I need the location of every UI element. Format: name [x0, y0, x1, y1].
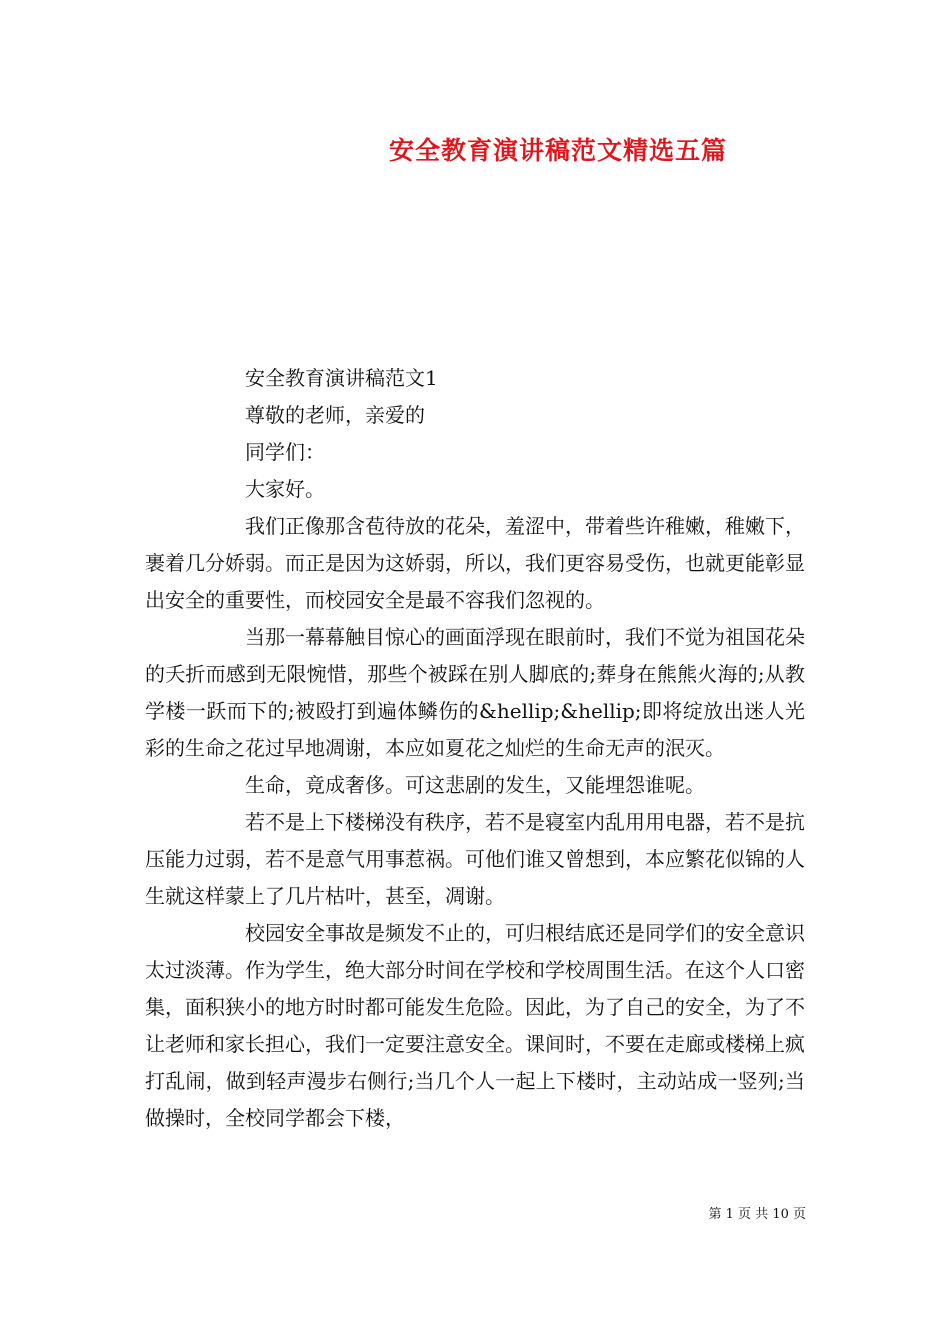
- body-paragraph: 若不是上下楼梯没有秩序，若不是寝室内乱用用电器，若不是抗压能力过弱，若不是意气用事惹祸。可他们谁又曾想到，本应繁花似锦的人生就这样蒙上了几片枯叶，甚至，凋谢。: [145, 810, 805, 908]
- page-title: 安全教育演讲稿范文精选五篇: [388, 136, 727, 165]
- greeting-line: 大家好。: [245, 477, 325, 501]
- body-paragraph: 我们正像那含苞待放的花朵，羞涩中，带着些许稚嫩，稚嫩下，裹着几分娇弱。而正是因为这娇弱，所以，我们更容易受伤，也就更能彰显出安全的重要性，而校园安全是最不容我们忽视的。: [145, 514, 805, 612]
- body-paragraph: 校园安全事故是频发不止的，可归根结底还是同学们的安全意识太过淡薄。作为学生，绝大部分时间在学校和学校周围生活。在这个人口密集，面积狭小的地方时时都可能发生危险。因此，为了自己的安全，为了不让老师和家长担心，我们一定要注意安全。课间时，不要在走廊或楼梯上疯打乱闹，做到轻声漫步右侧行;当几个人一起上下楼时，主动站成一竖列;当做操时，全校同学都会下楼，: [145, 921, 805, 1130]
- page-number-footer: 第 1 页 共 10 页: [708, 1207, 806, 1222]
- salutation-line: 尊敬的老师，亲爱的: [245, 403, 425, 427]
- section-heading: 安全教育演讲稿范文1: [245, 366, 438, 390]
- body-paragraph: 生命，竟成奢侈。可这悲剧的发生，又能埋怨谁呢。: [245, 773, 705, 797]
- document-body: [145, 360, 805, 1137]
- salutation-line: 同学们：: [245, 440, 325, 464]
- body-paragraph: 当那一幕幕触目惊心的画面浮现在眼前时，我们不觉为祖国花朵的夭折而感到无限惋惜，那些个被踩在别人脚底的;葬身在熊熊火海的;从教学楼一跃而下的;被殴打到遍体鳞伤的&hellip;&hellip;即将绽放出迷人光彩的生命之花过早地凋谢，本应如夏花之灿烂的生命无声的泯灭。: [145, 625, 805, 760]
